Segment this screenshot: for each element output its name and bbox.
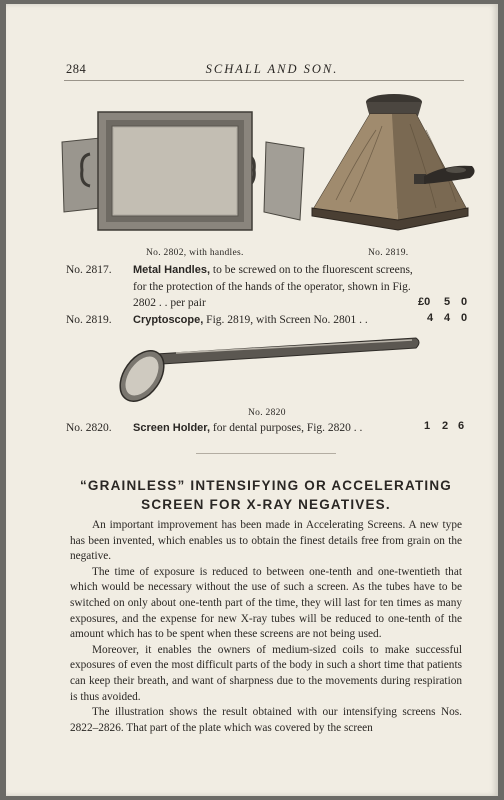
price-shillings: 5: [444, 296, 451, 308]
catalog-entry: [66, 312, 466, 330]
price-shillings: 2: [442, 420, 449, 432]
section-heading: [46, 476, 486, 514]
entry-title: Screen Holder,: [133, 422, 211, 434]
entry-description: [133, 312, 423, 329]
catalog-entry: [66, 420, 466, 438]
catalog-entry: [66, 262, 466, 314]
caption-fig-2819: No. 2819.: [368, 248, 409, 258]
running-head: SCHALL AND SON.: [205, 62, 339, 76]
entry-number: No. 2820.: [66, 422, 112, 434]
section-heading-line: “GRAINLESS” INTENSIFYING OR ACCELERATING: [79, 478, 452, 493]
price-pence: 0: [461, 296, 468, 308]
cryptoscope-illustration: [306, 90, 478, 242]
paragraph: The time of exposure is reduced to between one-tenth and one-twentieth that which would be necessary without the use of such a screen. As the tubes have to be switched on only about one-tenth part of the time, they will last for ten times as many exposures, and the expense for new X-ray tubes will be reduced to one-tenth of the amount which has to be spent when these screens are not being used.: [70, 565, 462, 641]
section-heading-line: SCREEN FOR X-RAY NEGATIVES.: [141, 497, 391, 512]
entry-title: Cryptoscope,: [133, 314, 204, 326]
screen-holder-illustration: [116, 330, 422, 406]
entry-text: Fig. 2819, with Screen No. 2801 . .: [203, 314, 368, 326]
caption-fig-2820: No. 2820: [248, 408, 286, 418]
paragraph: An important improvement has been made in Accelerating Screens. A new type has been invented, which enables us to obtain the finest details free from grain on the negative.: [70, 519, 462, 563]
screen-with-handles-illustration: [60, 108, 306, 234]
price-pounds: 1: [424, 420, 431, 432]
price-pence: 6: [458, 420, 465, 432]
paragraph: The illustration shows the result obtained with our intensifying screens Nos. 2822–2826. That part of the plate which was covered by the screen: [70, 706, 462, 734]
entry-description: [133, 262, 423, 312]
header-rule: [64, 80, 464, 81]
caption-fig-2802: No. 2802, with handles.: [146, 248, 244, 258]
entry-description: [133, 420, 423, 437]
catalog-page: [6, 4, 498, 796]
paragraph: Moreover, it enables the owners of medium-sized coils to make successful exposures of even the most difficult parts of the body in such a short time that patients can keep their breath, and want of sharpness due to the movements during respiration is thus avoided.: [70, 643, 462, 703]
entry-title: Metal Handles,: [133, 264, 211, 276]
entry-text: to be screwed on to the fluorescent screens, for the protection of the hands of the operator, shown in Fig. 2802 . . per pair: [133, 264, 413, 309]
section-body: [70, 518, 462, 736]
section-divider: [196, 453, 336, 454]
price-shillings: 4: [444, 312, 451, 324]
entry-number: No. 2819.: [66, 314, 112, 326]
entry-number: No. 2817.: [66, 264, 112, 276]
price-pounds: £0: [418, 296, 431, 308]
price-pence: 0: [461, 312, 468, 324]
page-number: 284: [66, 62, 87, 76]
entry-text: for dental purposes, Fig. 2820 . .: [210, 422, 363, 434]
price-pounds: 4: [427, 312, 434, 324]
